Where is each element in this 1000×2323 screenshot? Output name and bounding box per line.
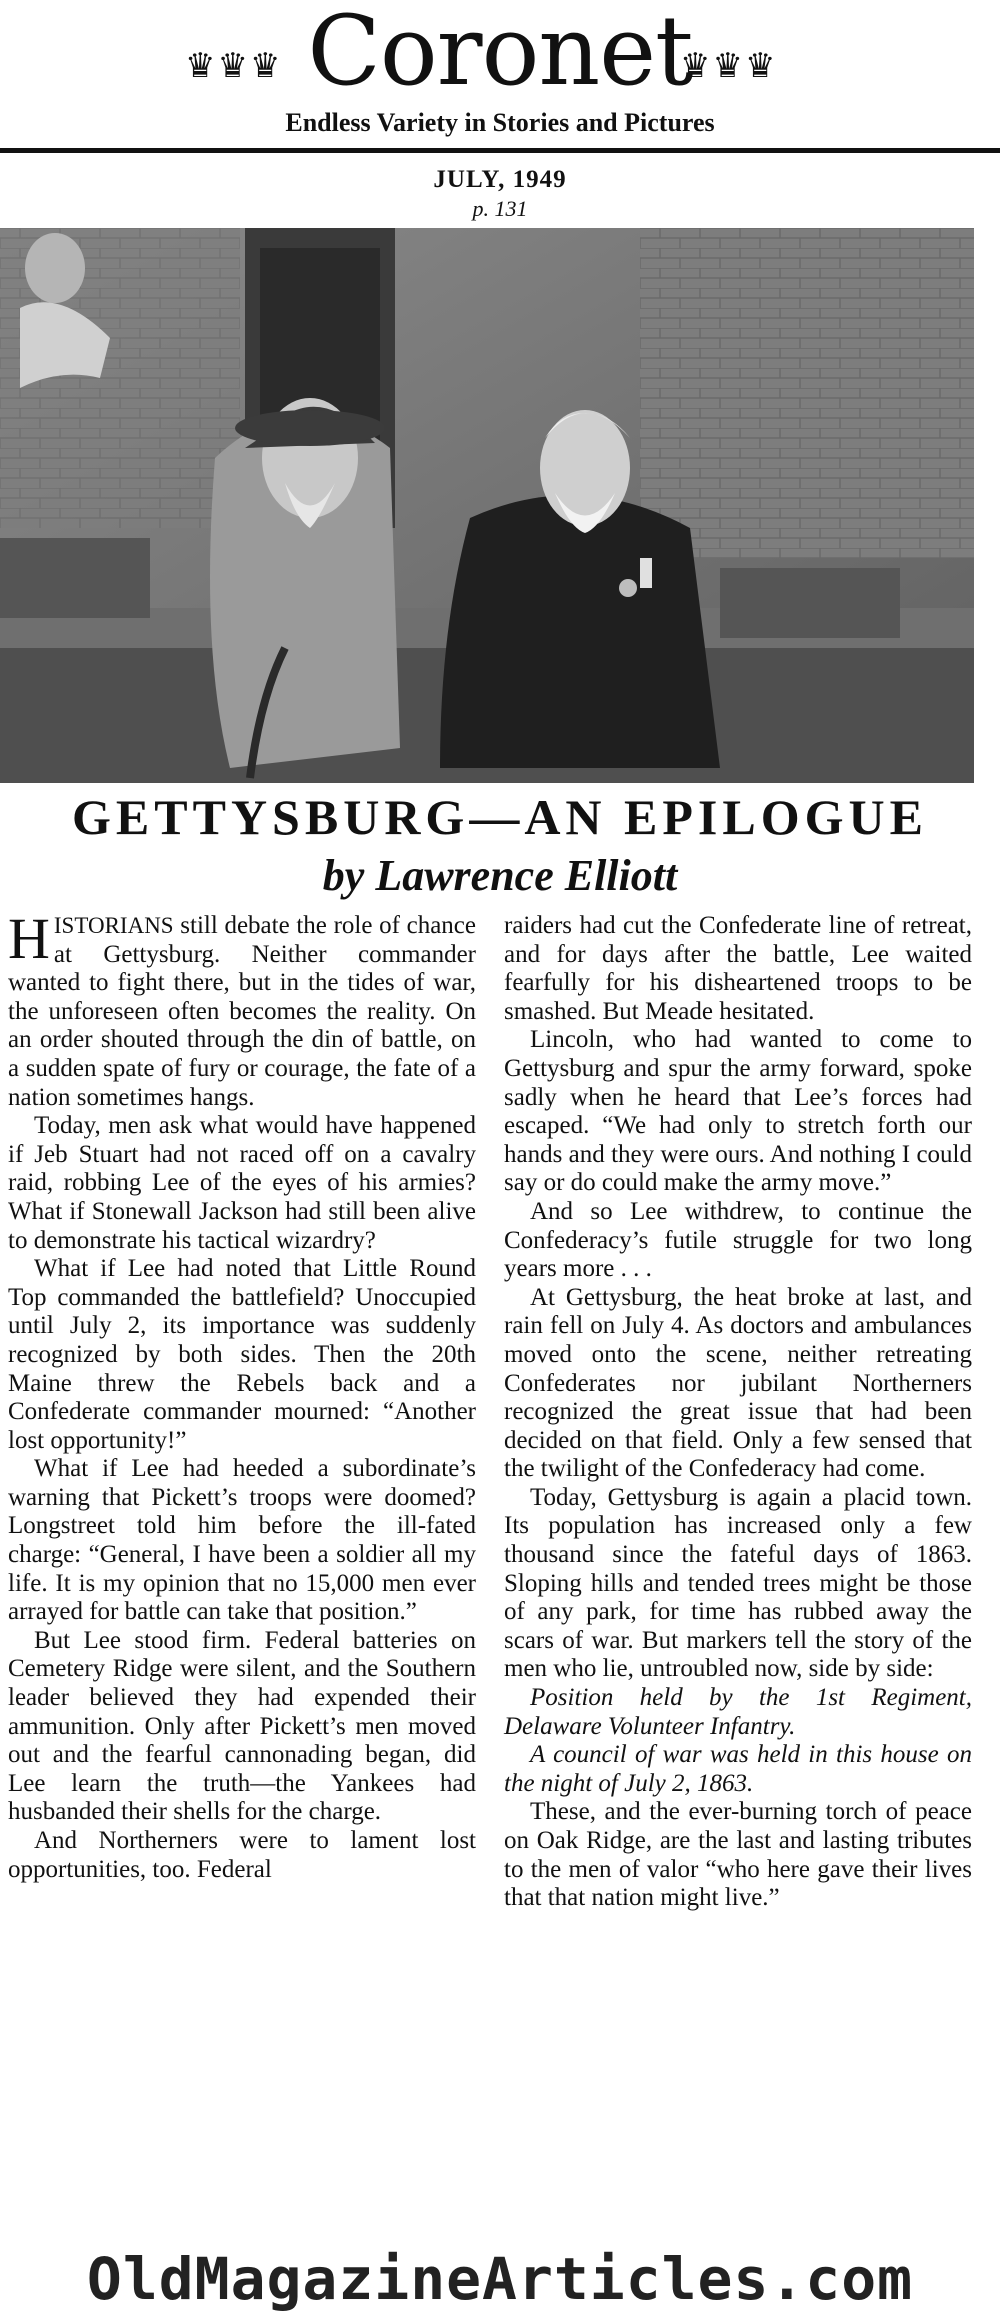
opening-small-caps: ISTORIANS — [53, 913, 174, 938]
article-paragraph — [8, 906, 476, 1112]
article-paragraph: What if Lee had noted that Little Round Top commanded the battlefield? Unoccupied until July 2, its importance was suddenly recognized by both sides. Then the 20th Maine threw the Rebels back and a Confederate commander mourned: “Another lost opportunity!” — [8, 1255, 476, 1454]
article-paragraph: And so Lee withdrew, to continue the Confederacy’s futile struggle for two long years more . . . — [504, 1197, 972, 1283]
veterans-photo — [0, 228, 974, 783]
article-paragraph: Lincoln, who had wanted to come to Gettysburg and spur the army forward, spoke sadly when he heard that Lee’s forces had escaped. “We had only to stretch forth our hands and they were ours. And nothing I could say or do could make the army move.” — [504, 1026, 972, 1197]
masthead — [0, 0, 1000, 137]
article-byline: by Lawrence Elliott — [322, 851, 678, 900]
article-paragraph: Today, men ask what would have happened if Jeb Stuart had not raced off on a cavalry raid, robbing Lee of the eyes of his armies? What if Stonewall Jackson had still been alive to demonstrate his tactical wizardry? — [8, 1112, 476, 1254]
opening-text: still debate the role of chance at Gettysburg. Neither commander wanted to fight there, but in the tides of war, the unforeseen often becomes the reality. On an order shouted through the din of battle, on a sudden spate of fury or courage, the fate of a nation sometimes hangs. — [8, 912, 476, 1111]
article-paragraph: And Northerners were to lament lost opportunities, too. Federal — [8, 1827, 476, 1883]
battlefield-marker-text: Position held by the 1st Regiment, Delaware Volunteer Infantry. — [504, 1684, 972, 1740]
article-paragraph: What if Lee had heeded a subordinate’s warning that Pickett’s troops were doomed? Longstreet told him before the ill-fated charge: “General, I have been a soldier all my life. It is my opinion that no 15,000 men ever arrayed for battle can take that position.” — [8, 1455, 476, 1626]
site-watermark: OldMagazineArticles.com — [86, 2245, 914, 2313]
magazine-title: Coronet — [307, 0, 693, 107]
magazine-tagline: Endless Variety in Stories and Pictures — [285, 108, 715, 137]
article-paragraph: At Gettysburg, the heat broke at last, and rain fell on July 4. As doctors and ambulances moved onto the scene, neither retreating Confederates nor jubilant Northerners recognized the great issue that had been decided on that field. Only a few sensed that the twilight of the Confederacy had come. — [504, 1283, 972, 1483]
article-paragraph: But Lee stood firm. Federal batteries on Cemetery Ridge were silent, and the Southern leader believed they had expended their ammunition. Only after Pickett’s men moved out and the fearful cannonading began, did Lee learn the truth—the Yankees had husbanded their shells for the charge. — [8, 1626, 476, 1826]
article-paragraph: raiders had cut the Confederate line of retreat, and for days after the battle, Lee waited fearfully for his disheartened troops to be smashed. But Meade hesitated. — [504, 912, 972, 1025]
crown-icons-right: ♛♛♛ — [680, 46, 778, 86]
battlefield-marker-text: A council of war was held in this house on the night of July 2, 1863. — [504, 1741, 972, 1797]
article-column-right — [504, 912, 972, 1913]
crown-icons-left: ♛♛♛ — [185, 46, 283, 86]
article-headline: GETTYSBURG—AN EPILOGUE — [72, 789, 928, 845]
article-paragraph: These, and the ever-burning torch of peace on Oak Ridge, are the last and lasting tributes to the men of valor “who here gave their lives that that nation might live.” — [504, 1798, 972, 1912]
drop-cap: H — [8, 906, 50, 971]
issue-date: JULY, 1949 — [433, 166, 567, 193]
masthead-divider — [0, 148, 1000, 153]
article-paragraph: Today, Gettysburg is again a placid town. Its population has increased only a few thousand since the fateful days of 1863. Sloping hills and tended trees might be those of any park, for time has rubbed away the scars of war. But markers tell the story of the men who lie, untroubled now, side by side: — [504, 1483, 972, 1683]
article-column-left — [8, 906, 476, 1884]
page-number: p. 131 — [472, 196, 528, 221]
